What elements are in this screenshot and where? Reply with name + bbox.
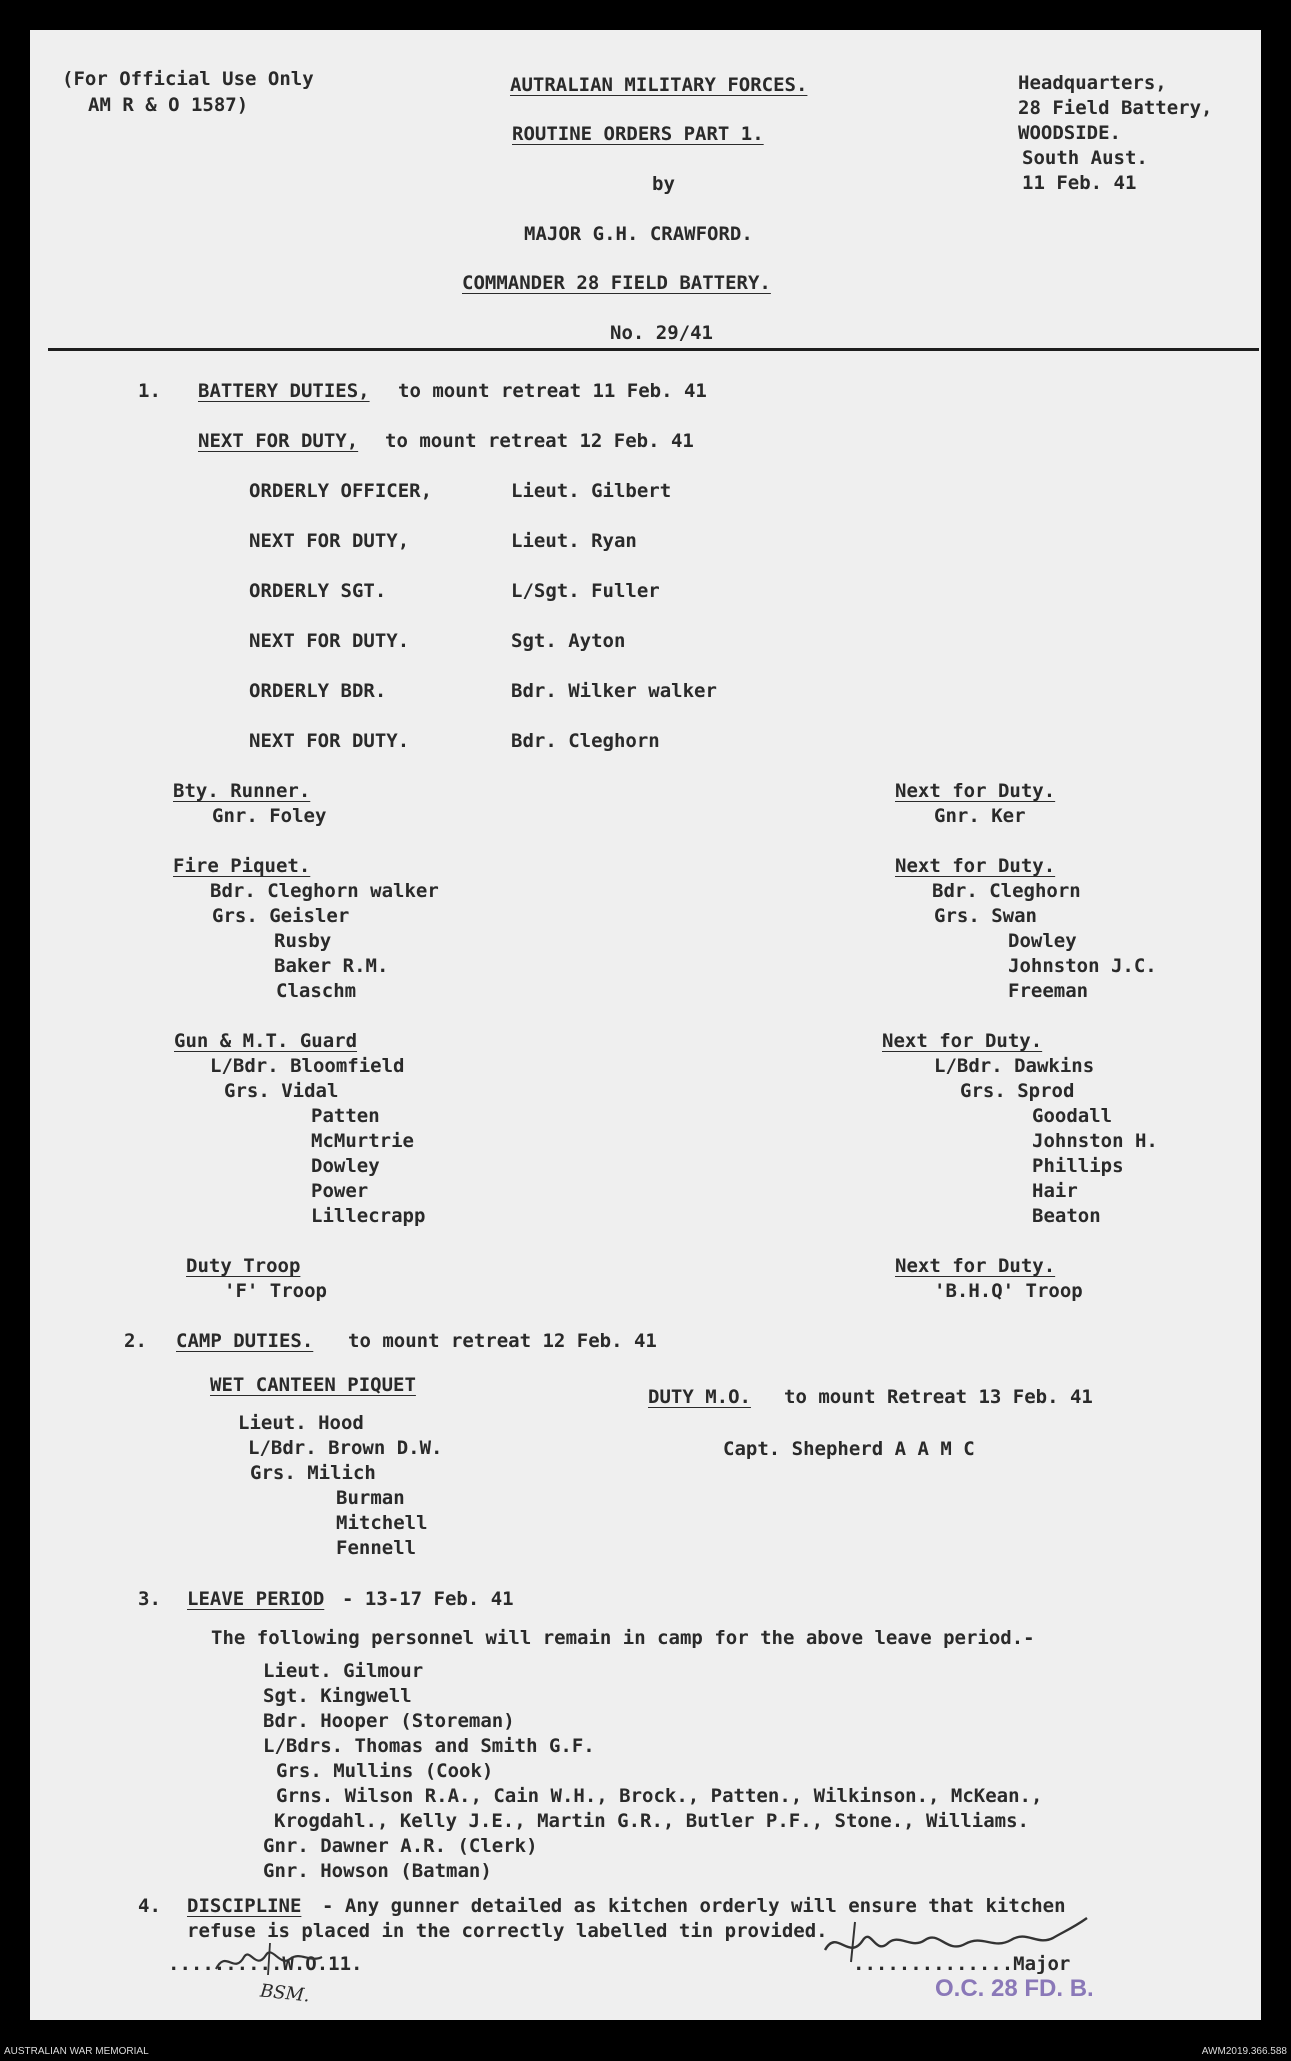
gun-guard-next-heading: Next for Duty.	[882, 1030, 1043, 1052]
canteen-name: Burman	[336, 1487, 405, 1509]
runner-next-name: Gnr. Ker	[934, 805, 1026, 827]
leave-name: Sgt. Kingwell	[263, 1685, 412, 1707]
leave-name: L/Bdrs. Thomas and Smith G.F.	[263, 1735, 595, 1757]
next-for-duty-text: to mount retreat 12 Feb. 41	[385, 430, 694, 452]
canteen-name: L/Bdr. Brown D.W.	[248, 1437, 443, 1459]
order-number: No. 29/41	[610, 322, 713, 344]
duty-name: Bdr. Wilker walker	[511, 680, 717, 702]
gun-guard-next-name: Goodall	[1032, 1105, 1113, 1127]
gun-guard-next-name: Johnston H.	[1032, 1130, 1158, 1152]
duty-name: Bdr. Cleghorn	[511, 730, 660, 752]
section-number: 3.	[138, 1588, 161, 1610]
section-subtitle: - 13-17 Feb. 41	[342, 1588, 514, 1610]
fire-piquet-name: Rusby	[274, 930, 332, 952]
leave-name: Grs. Mullins (Cook)	[276, 1760, 494, 1782]
by-line: by	[652, 173, 675, 195]
duty-name: Lieut. Ryan	[511, 530, 637, 552]
gun-guard-heading: Gun & M.T. Guard	[174, 1030, 358, 1052]
gun-guard-next-name: Beaton	[1032, 1205, 1101, 1227]
footer-accession: AWM2019.366.588	[1201, 2046, 1287, 2057]
duty-mo-text: to mount Retreat 13 Feb. 41	[784, 1386, 1093, 1408]
address-line: 11 Feb. 41	[1022, 172, 1137, 194]
fire-piquet-next-name: Bdr. Cleghorn	[932, 880, 1081, 902]
canteen-heading: WET CANTEEN PIQUET	[210, 1374, 416, 1396]
fire-piquet-heading: Fire Piquet.	[173, 855, 311, 877]
runner-heading: Bty. Runner.	[173, 780, 311, 802]
address-line: 28 Field Battery,	[1018, 97, 1213, 119]
major-signature	[815, 1910, 1105, 1980]
canteen-name: Lieut. Hood	[238, 1412, 364, 1434]
major-signature-line: ..............Major	[853, 1953, 1071, 1975]
org-title: AUTRALIAN MILITARY FORCES.	[510, 74, 808, 96]
section-title: BATTERY DUTIES,	[198, 380, 370, 402]
runner-name: Gnr. Foley	[212, 805, 327, 827]
header-divider	[48, 348, 1259, 351]
duty-role: NEXT FOR DUTY.	[249, 630, 410, 652]
leave-name: Krogdahl., Kelly J.E., Martin G.R., Butler P.F., Stone., Williams.	[274, 1810, 1029, 1832]
duty-role: ORDERLY SGT.	[249, 580, 387, 602]
duty-troop-heading: Duty Troop	[186, 1255, 301, 1277]
leave-name: Gnr. Howson (Batman)	[263, 1860, 492, 1882]
official-use-line-2: AM R & O 1587)	[88, 94, 249, 116]
duty-mo-name: Capt. Shepherd A A M C	[723, 1438, 975, 1460]
leave-intro: The following personnel will remain in camp for the above leave period.-	[211, 1627, 1035, 1649]
gun-guard-name: Grs. Vidal	[224, 1080, 339, 1102]
leave-name: Lieut. Gilmour	[263, 1660, 424, 1682]
duty-troop-next-heading: Next for Duty.	[895, 1255, 1056, 1277]
next-for-duty-heading: NEXT FOR DUTY,	[198, 430, 359, 452]
canteen-name: Fennell	[336, 1537, 417, 1559]
section-number: 4.	[138, 1895, 161, 1917]
fire-piquet-next-heading: Next for Duty.	[895, 855, 1056, 877]
duty-troop-next-name: 'B.H.Q' Troop	[934, 1280, 1083, 1302]
duty-role: ORDERLY OFFICER,	[249, 480, 433, 502]
runner-next-heading: Next for Duty.	[895, 780, 1056, 802]
canteen-name: Mitchell	[336, 1512, 428, 1534]
fire-piquet-name: Grs. Geisler	[212, 905, 350, 927]
fire-piquet-next-name: Freeman	[1008, 980, 1089, 1002]
duty-role: ORDERLY BDR.	[249, 680, 387, 702]
commander-line: COMMANDER 28 FIELD BATTERY.	[462, 272, 771, 294]
gun-guard-name: L/Bdr. Bloomfield	[210, 1055, 405, 1077]
gun-guard-next-name: Hair	[1032, 1180, 1078, 1202]
section-subtitle: to mount retreat 12 Feb. 41	[348, 1330, 657, 1352]
fire-piquet-next-name: Dowley	[1008, 930, 1077, 952]
section-number: 1.	[138, 380, 161, 402]
official-use-line-1: (For Official Use Only	[62, 68, 314, 90]
gun-guard-name: McMurtrie	[311, 1130, 414, 1152]
address-line: South Aust.	[1022, 147, 1148, 169]
duty-name: Lieut. Gilbert	[511, 480, 672, 502]
section-title: LEAVE PERIOD	[187, 1588, 325, 1610]
orders-title: ROUTINE ORDERS PART 1.	[512, 123, 764, 145]
canteen-name: Grs. Milich	[250, 1462, 376, 1484]
gun-guard-name: Power	[311, 1180, 369, 1202]
duty-mo-heading: DUTY M.O.	[648, 1386, 751, 1408]
fire-piquet-next-name: Grs. Swan	[934, 905, 1037, 927]
major-line: MAJOR G.H. CRAWFORD.	[524, 223, 753, 245]
fire-piquet-name: Claschm	[276, 980, 357, 1002]
address-line: Headquarters,	[1018, 72, 1167, 94]
duty-role: NEXT FOR DUTY,	[249, 530, 410, 552]
leave-name: Grns. Wilson R.A., Cain W.H., Brock., Patten., Wilkinson., McKean.,	[276, 1785, 1043, 1807]
wo-signature	[210, 1935, 360, 1985]
address-line: WOODSIDE.	[1018, 122, 1121, 144]
discipline-text: - Any gunner detailed as kitchen orderly will ensure that kitchen	[322, 1895, 1066, 1917]
gun-guard-next-name: Grs. Sprod	[960, 1080, 1075, 1102]
duty-troop-name: 'F' Troop	[224, 1280, 327, 1302]
oc-stamp: O.C. 28 FD. B.	[935, 1975, 1094, 2002]
duty-role: NEXT FOR DUTY.	[249, 730, 410, 752]
leave-name: Gnr. Dawner A.R. (Clerk)	[263, 1835, 538, 1857]
duty-name: Sgt. Ayton	[511, 630, 626, 652]
fire-piquet-name: Baker R.M.	[274, 955, 389, 977]
gun-guard-name: Lillecrapp	[311, 1205, 426, 1227]
discipline-text: refuse is placed in the correctly labelled tin provided.	[187, 1920, 828, 1942]
gun-guard-name: Dowley	[311, 1155, 380, 1177]
gun-guard-next-name: L/Bdr. Dawkins	[934, 1055, 1095, 1077]
section-subtitle: to mount retreat 11 Feb. 41	[398, 380, 707, 402]
gun-guard-next-name: Phillips	[1032, 1155, 1124, 1177]
fire-piquet-name: Bdr. Cleghorn walker	[210, 880, 439, 902]
gun-guard-name: Patten	[311, 1105, 380, 1127]
section-title: DISCIPLINE	[187, 1895, 302, 1917]
duty-name: L/Sgt. Fuller	[511, 580, 660, 602]
leave-name: Bdr. Hooper (Storeman)	[263, 1710, 515, 1732]
bsm-note: BSM.	[259, 1980, 311, 2007]
footer-institution: AUSTRALIAN WAR MEMORIAL	[4, 2046, 149, 2057]
section-number: 2.	[124, 1330, 147, 1352]
fire-piquet-next-name: Johnston J.C.	[1008, 955, 1157, 977]
section-title: CAMP DUTIES.	[176, 1330, 314, 1352]
wo-signature-line: ..........W.O.11.	[168, 1953, 363, 1975]
